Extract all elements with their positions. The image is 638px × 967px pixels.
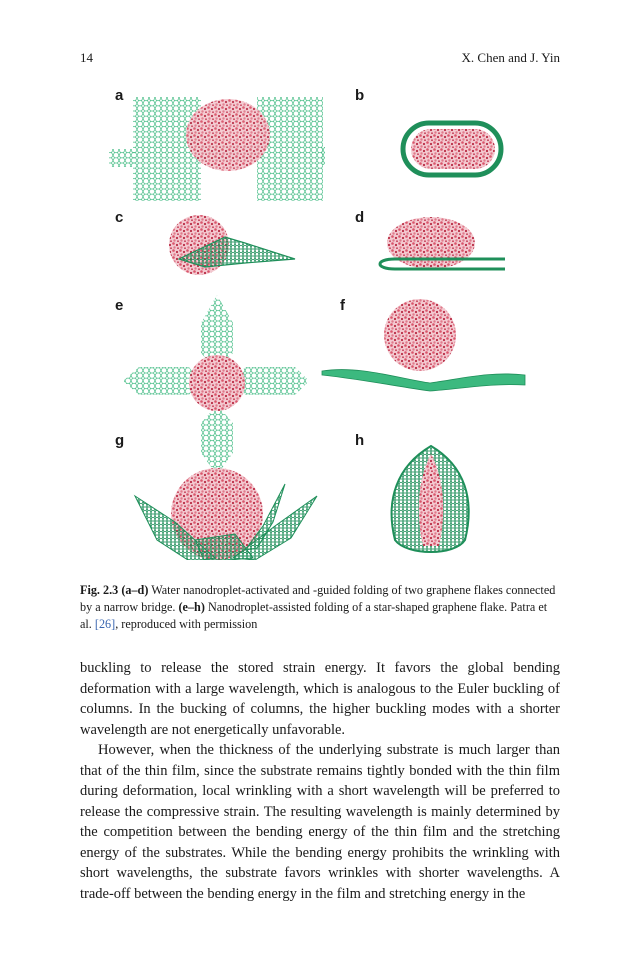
caption-range-2: (e–h) <box>178 600 205 614</box>
graphene-sheet <box>322 370 525 391</box>
graphene-flake-right <box>257 97 323 201</box>
paragraph-2: However, when the thickness of the underlying substrate is much larger than that of the thin film, since the substrate remains tightly bonded with the thin film during deformation, local wrinkling with a short wavelength will be preferred to release the compressive strain. The resulting wavelength is mainly determined by the competition between the bending energy of the thin film and the stretching energy of the substrates. While the bending energy prohibits the wrinkling with short wavelengths, the substrate favors wrinkles with shorter wavelengths. A trade-off between the bending energy in the film and stretching energy in the <box>80 742 560 902</box>
body-text <box>80 658 560 904</box>
figure-label: Fig. 2.3 <box>80 583 119 597</box>
water-droplet <box>189 355 245 411</box>
graphene-arm-left <box>123 367 199 395</box>
caption-text-3: , reproduced with permission <box>115 617 258 631</box>
citation-link[interactable]: [26] <box>94 617 116 631</box>
figure-2-3 <box>95 85 555 575</box>
panel-label: f <box>340 297 345 314</box>
panel-label: d <box>355 209 365 226</box>
caption-range-1: (a–d) <box>121 583 149 597</box>
water-droplet <box>186 99 270 171</box>
panel-label: h <box>355 432 365 449</box>
panel-label: c <box>115 209 124 226</box>
panel-label: a <box>115 87 124 104</box>
panel-label: e <box>115 297 124 314</box>
running-authors: X. Chen and J. Yin <box>461 50 560 65</box>
caption-text-1: Water nanodroplet-activated and -guided folding of two graphene flakes connected by a narrow bridge. <box>80 583 556 614</box>
panel-label: b <box>355 87 365 104</box>
page-number: 14 <box>80 50 93 65</box>
water-droplet <box>411 129 495 169</box>
graphene-arm-right <box>235 367 309 395</box>
paragraph-1: buckling to release the stored strain energy. It favors the global bending deformation with a large wavelength, which is analogous to the Euler buckling of columns. In the bucking of columns, the higher buckling modes with a shorter wavelength are not energetically unfavorable. <box>80 660 560 738</box>
panel-f <box>320 295 550 405</box>
water-droplet <box>387 217 475 269</box>
panel-a <box>95 85 325 207</box>
page-header <box>80 50 560 70</box>
panel-g <box>95 430 325 560</box>
panel-b <box>335 85 565 207</box>
water-droplet <box>384 299 456 371</box>
caption-text-2: Nanodroplet-assisted folding of a star-shaped graphene flake. Patra et al. <box>80 600 548 631</box>
figure-caption <box>80 582 560 633</box>
panel-label: g <box>115 432 125 449</box>
panel-h <box>335 430 565 560</box>
